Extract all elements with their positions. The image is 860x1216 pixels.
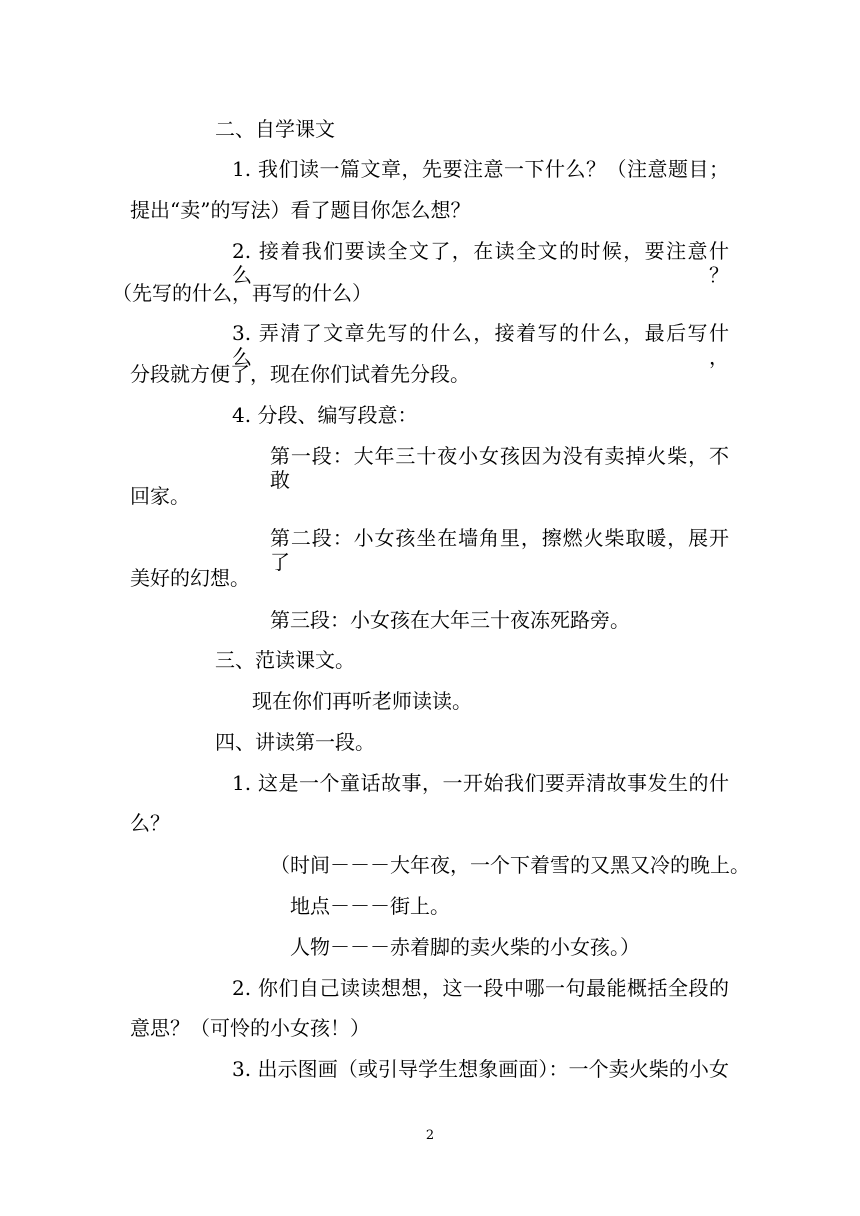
question-1-line-1: 1. 我们读一篇文章，先要注意一下什么？（注意题目； bbox=[232, 157, 729, 181]
story-person: 人物－－－赤着脚的卖火柴的小女孩。） bbox=[290, 935, 640, 959]
reading-question-1-line-2: 么？ bbox=[130, 811, 170, 835]
question-3-line-2: 分段就方便了，现在你们试着先分段。 bbox=[130, 362, 470, 386]
page-number: 2 bbox=[425, 1128, 435, 1143]
section-heading-model-reading: 三、范读课文。 bbox=[215, 648, 355, 672]
reading-question-1-line-1: 1. 这是一个童话故事，一开始我们要弄清故事发生的什 bbox=[232, 771, 729, 795]
paragraph-2-summary-line-2: 美好的幻想。 bbox=[130, 566, 250, 590]
question-4: 4. 分段、编写段意： bbox=[232, 403, 418, 427]
reading-question-3-line-1: 3. 出示图画（或引导学生想象画面）：一个卖火柴的小女 bbox=[232, 1057, 729, 1081]
story-place: 地点－－－街上。 bbox=[290, 894, 450, 918]
question-1-line-2: 提出“卖”的写法）看了题目你怎么想？ bbox=[130, 198, 471, 222]
question-3-line-1: 3. 弄清了文章先写的什么，接着写的什么，最后写什么， bbox=[232, 321, 729, 369]
section-heading-self-study: 二、自学课文 bbox=[215, 117, 335, 141]
paragraph-1-summary-line-2: 回家。 bbox=[130, 484, 190, 508]
model-reading-text: 现在你们再听老师读读。 bbox=[252, 689, 472, 713]
section-heading-first-paragraph: 四、讲读第一段。 bbox=[215, 730, 375, 754]
reading-question-2-line-2: 意思？（可怜的小女孩！） bbox=[130, 1016, 370, 1040]
paragraph-3-summary: 第三段：小女孩在大年三十夜冻死路旁。 bbox=[270, 608, 630, 632]
paragraph-1-summary-line-1: 第一段：大年三十夜小女孩因为没有卖掉火柴，不敢 bbox=[270, 444, 729, 492]
question-2-line-1: 2. 接着我们要读全文了，在读全文的时候，要注意什么？ bbox=[232, 239, 729, 287]
reading-question-2-line-1: 2. 你们自己读读想想，这一段中哪一句最能概括全段的 bbox=[232, 976, 729, 1000]
question-2-line-2: （先写的什么，再写的什么） bbox=[112, 281, 372, 305]
paragraph-2-summary-line-1: 第二段：小女孩坐在墙角里，擦燃火柴取暖，展开了 bbox=[270, 526, 729, 574]
story-time: （时间－－－大年夜，一个下着雪的又黑又冷的晚上。 bbox=[270, 853, 750, 877]
